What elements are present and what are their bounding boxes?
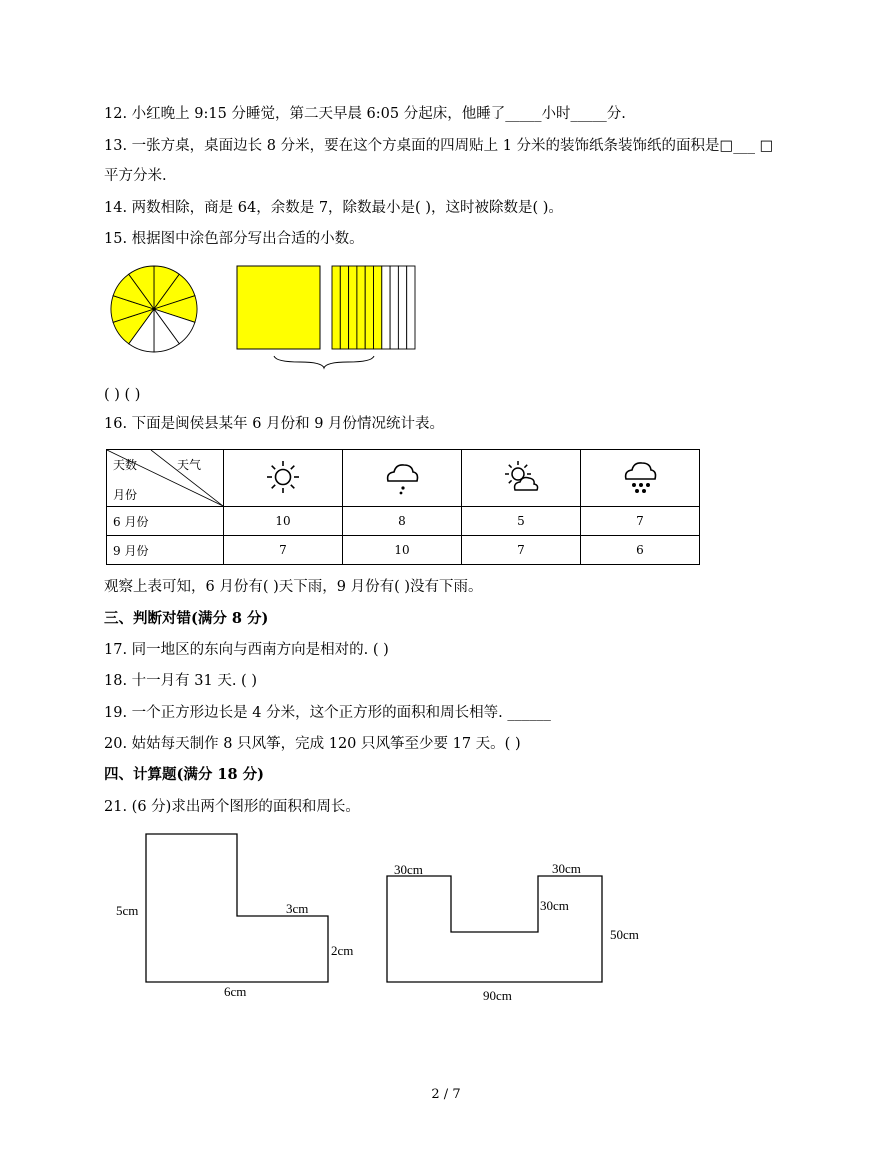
- brace: [274, 356, 374, 368]
- section-3-heading: 三、判断对错(满分 8 分): [104, 610, 269, 627]
- header-month-label: 月份: [113, 488, 138, 502]
- u-right-label: 50cm: [610, 927, 639, 942]
- strip: [390, 266, 398, 349]
- header-days-label: 天数: [113, 458, 138, 472]
- row-month-label: 6 月份: [107, 507, 224, 536]
- table-cell: 8: [343, 507, 462, 536]
- table-cell: 10: [343, 536, 462, 565]
- shaded-strips-figure: [332, 266, 415, 349]
- table-cell: 5: [462, 507, 581, 536]
- question-15-answers: ( ) ( ): [104, 387, 141, 403]
- table-cell: 6: [581, 536, 700, 565]
- q21-figures: [100, 820, 660, 1010]
- u-shape-figure: [387, 876, 602, 982]
- table-cell: 7: [581, 507, 700, 536]
- strip: [357, 266, 365, 349]
- question-13-continued: 平方分米.: [104, 168, 167, 184]
- l-bottom-label: 6cm: [224, 984, 247, 999]
- sunny-icon: [224, 450, 343, 507]
- question-16-followup: 观察上表可知，6 月份有( )天下雨，9 月份有( )没有下雨。: [104, 579, 483, 595]
- u-top-left-label: 30cm: [394, 862, 423, 877]
- strip: [407, 266, 415, 349]
- table-cell: 10: [224, 507, 343, 536]
- row-month-label: 9 月份: [107, 536, 224, 565]
- strip: [340, 266, 348, 349]
- question-15: 15. 根据图中涂色部分写出合适的小数。: [104, 231, 364, 247]
- l-left-label: 5cm: [116, 903, 139, 918]
- weather-stats-table: [106, 449, 700, 565]
- section-4-heading: 四、计算题(满分 18 分): [104, 766, 264, 783]
- l-step-label: 3cm: [286, 901, 309, 916]
- u-bottom-label: 90cm: [483, 988, 512, 1003]
- table-cell: 7: [462, 536, 581, 565]
- strip: [332, 266, 340, 349]
- question-20: 20. 姑姑每天制作 8 只风筝，完成 120 只风筝至少要 17 天。( ): [104, 736, 521, 752]
- strip: [374, 266, 382, 349]
- question-16: 16. 下面是闽侯县某年 6 月份和 9 月份情况统计表。: [104, 416, 445, 432]
- q15-figures: [100, 258, 430, 370]
- table-row: [107, 507, 700, 536]
- question-17: 17. 同一地区的东向与西南方向是相对的. ( ): [104, 642, 389, 658]
- rain-cloud-icon: [581, 450, 700, 507]
- cloudy-drizzle-icon: [343, 450, 462, 507]
- question-13: 13. 一张方桌，桌面边长 8 分米，要在这个方桌面的四周贴上 1 分米的装饰纸条装饰纸的面积是□___ □: [104, 138, 774, 154]
- question-14: 14. 两数相除，商是 64，余数是 7，除数最小是( )，这时被除数是( )。: [104, 200, 563, 216]
- u-notch-label: 30cm: [540, 898, 569, 913]
- question-18: 18. 十一月有 31 天. ( ): [104, 673, 257, 689]
- question-12: 12. 小红晚上 9:15 分睡觉，第二天早晨 6:05 分起床，他睡了_____小时_____分.: [104, 106, 626, 122]
- strip: [382, 266, 390, 349]
- question-19: 19. 一个正方形边长是 4 分米，这个正方形的面积和周长相等. ______: [104, 705, 551, 721]
- u-top-right-label: 30cm: [552, 861, 581, 876]
- strip: [365, 266, 373, 349]
- strip: [398, 266, 406, 349]
- table-row: [107, 536, 700, 565]
- shaded-circle-figure: [111, 266, 197, 352]
- question-21: 21. (6 分)求出两个图形的面积和周长。: [104, 799, 360, 815]
- l-right-label: 2cm: [331, 943, 354, 958]
- partly-cloudy-icon: [462, 450, 581, 507]
- strip: [349, 266, 357, 349]
- page-number: 2 / 7: [431, 1087, 461, 1102]
- header-weather-label: 天气: [177, 458, 202, 472]
- shaded-square: [237, 266, 320, 349]
- table-diagonal-header: [107, 450, 224, 507]
- table-cell: 7: [224, 536, 343, 565]
